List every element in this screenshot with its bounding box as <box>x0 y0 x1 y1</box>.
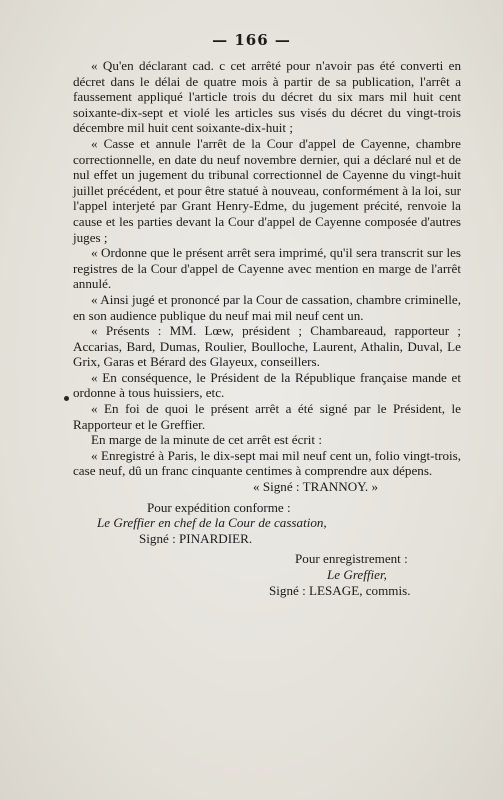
expedition-line1: Pour expédition conforme : <box>147 499 291 515</box>
expedition-line3: Signé : PINARDIER. <box>139 530 253 546</box>
paragraph: « Casse et annule l'arrêt de la Cour d'appel de Cayenne, chambre correctionnelle, en date du neuf novembre dernier, qui a déclaré nul et de nul effet un jugement du tribunal correctionnel de Cayenne du vingt-huit juillet précédent, et pour être statué à nouveau, conformément à la loi, sur l'appel interjeté par Grant Henry-Edme, du jugement précité, renvoie la cause et les parties devant la Cour d'appel de Cayenne composée d'autres juges ; <box>73 135 461 245</box>
page-number: — 166 — <box>212 31 291 49</box>
enregistrement-line3: Signé : LESAGE, commis. <box>269 582 411 598</box>
expedition-line2: Le Greffier en chef de la Cour de cassation, <box>97 515 327 531</box>
margin-mark <box>64 396 69 401</box>
paragraph: « En conséquence, le Président de la République française mande et ordonne à tous huissiers, etc. <box>73 369 461 401</box>
paragraph: En marge de la minute de cet arrêt est écrit : <box>91 432 322 448</box>
enregistrement-line2: Le Greffier, <box>327 567 387 582</box>
paragraph: « Enregistré à Paris, le dix-sept mai mil neuf cent un, folio vingt-trois, case neuf, dû un franc cinquante centimes à comprendre aux dépens. <box>73 447 461 479</box>
paragraph: « Ainsi jugé et prononcé par la Cour de cassation, chambre criminelle, en son audience publique du neuf mai mil neuf cent un. <box>73 291 461 323</box>
paragraph: « Qu'en déclarant cad. c cet arrêté pour n'avoir pas été converti en décret dans le délai de quatre mois à partir de sa publication, l'arrêt a faussement appliqué l'article trois du décret du six mars mil huit cent soixante-dix-sept et violé les articles sus visés du décret du vingt-trois décembre mil huit cent soixante-dix-huit ; <box>73 58 461 136</box>
paragraph: « En foi de quoi le présent arrêt a été signé par le Président, le Rapporteur et le Greffier. <box>73 401 461 432</box>
enregistrement-line1: Pour enregistrement : <box>295 551 408 567</box>
paragraph: « Ordonne que le présent arrêt sera imprimé, qu'il sera transcrit sur les registres de la Cour d'appel de Cayenne avec mention en marge de l'arrêt annulé. <box>73 245 461 292</box>
document-body <box>73 58 461 598</box>
signature-trannoy: « Signé : TRANNOY. » <box>253 479 379 495</box>
paragraph: « Présents : MM. Lœw, président ; Chambareaud, rapporteur ; Accarias, Bard, Dumas, Roulier, Boulloche, Laurent, Athalin, Duval, Le Grix, Garas et Bérard des Glayeux, conseillers. <box>73 323 461 370</box>
